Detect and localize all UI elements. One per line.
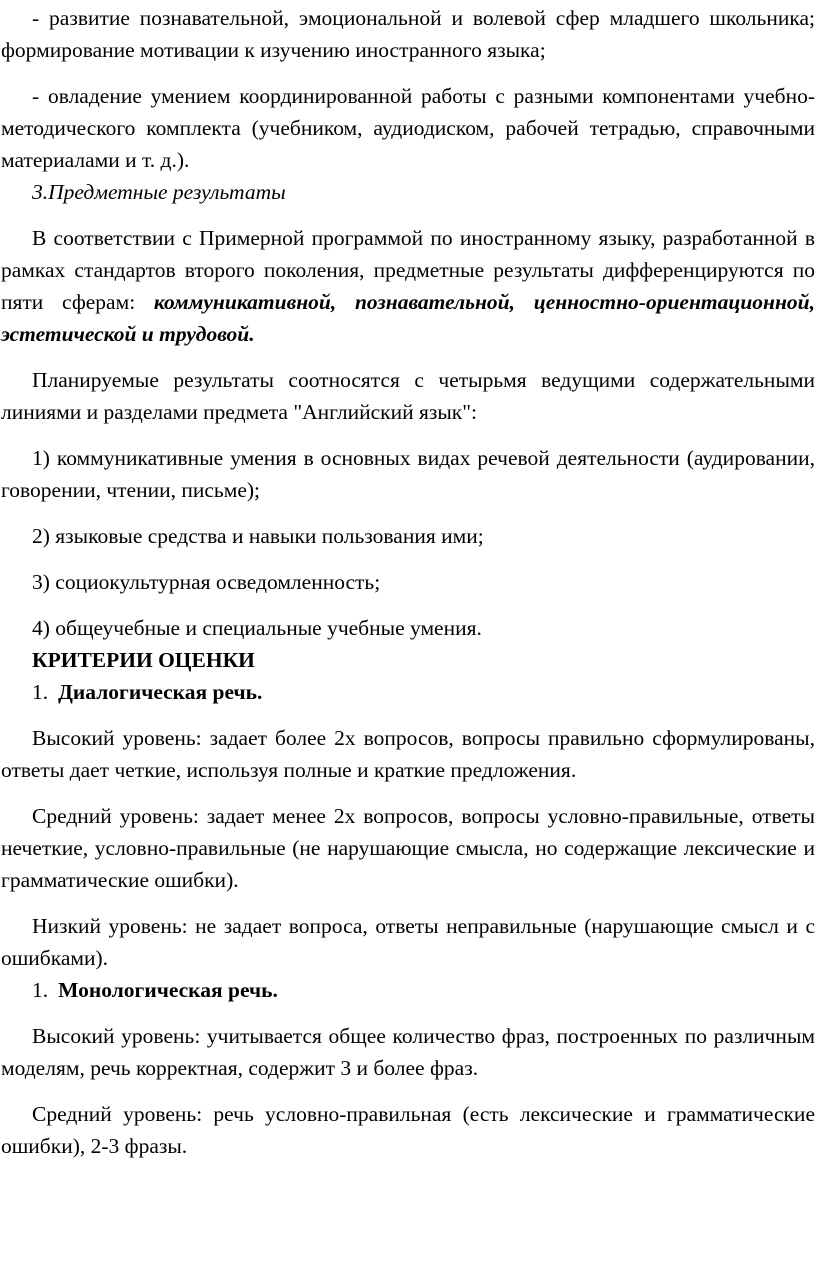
monolog-section-title: Монологическая речь. xyxy=(58,978,278,1002)
monolog-mid-level: Средний уровень: речь условно-правильная (есть лексические и грамматические ошибки), 2-3 фразы. xyxy=(1,1102,815,1158)
list-item: 1) коммуникативные умения в основных видах речевой деятельности (аудировании, говорении, чтении, письме); xyxy=(1,446,815,502)
dialog-section-heading xyxy=(1,676,815,708)
dialog-section-title: Диалогическая речь. xyxy=(58,680,263,704)
monolog-section-number: 1. xyxy=(32,978,49,1002)
dialog-low-level: Низкий уровень: не задает вопроса, ответы неправильные (нарушающие смысл и с ошибками). xyxy=(1,914,815,970)
list-item: 2) языковые средства и навыки пользования ими; xyxy=(32,524,484,548)
goal-paragraph-cognitive: - развитие познавательной, эмоциональной и волевой сфер младшего школьника; формирование мотивации к изучению иностранного языка; xyxy=(1,6,815,62)
monolog-high-level: Высокий уровень: учитывается общее количество фраз, построенных по различным моделям, речь корректная, содержит 3 и более фраз. xyxy=(1,1024,815,1080)
dialog-high-level: Высокий уровень: задает более 2х вопросов, вопросы правильно сформулированы, ответы дает четкие, используя полные и краткие предложения. xyxy=(1,726,815,782)
monolog-section-heading xyxy=(1,974,815,1006)
subject-results-paragraph xyxy=(1,222,815,350)
subject-results-text: В соответствии с Примерной программой по иностранному языку, разработанной в рамках стандартов второго поколения, предметные результаты дифференцируются по пяти сферам: xyxy=(1,226,815,314)
list-item: 4) общеучебные и специальные учебные умения. xyxy=(32,616,482,640)
criteria-heading: КРИТЕРИИ ОЦЕНКИ xyxy=(32,648,255,672)
dialog-section-number: 1. xyxy=(32,680,49,704)
list-item: 3) социокультурная осведомленность; xyxy=(32,570,381,594)
subject-results-spheres: коммуникативной, познавательной, ценностно-ориентационной, эстетической и трудовой. xyxy=(1,290,815,346)
dialog-mid-level: Средний уровень: задает менее 2х вопросов, вопросы условно-правильные, ответы нечеткие, условно-правильные (не нарушающие смысла, но содержащие лексические и грамматические ошибки). xyxy=(1,804,815,892)
goal-paragraph-umk: - овладение умением координированной работы с разными компонентами учебно- методического комплекта (учебником, аудиодиском, рабочей тетрадью, справочными материалами и т. д.). xyxy=(1,84,815,172)
planned-results-paragraph: Планируемые результаты соотносятся с четырьмя ведущими содержательными линиями и разделами предмета "Английский язык": xyxy=(1,368,815,424)
subject-results-title: 3.Предметные результаты xyxy=(32,180,286,204)
